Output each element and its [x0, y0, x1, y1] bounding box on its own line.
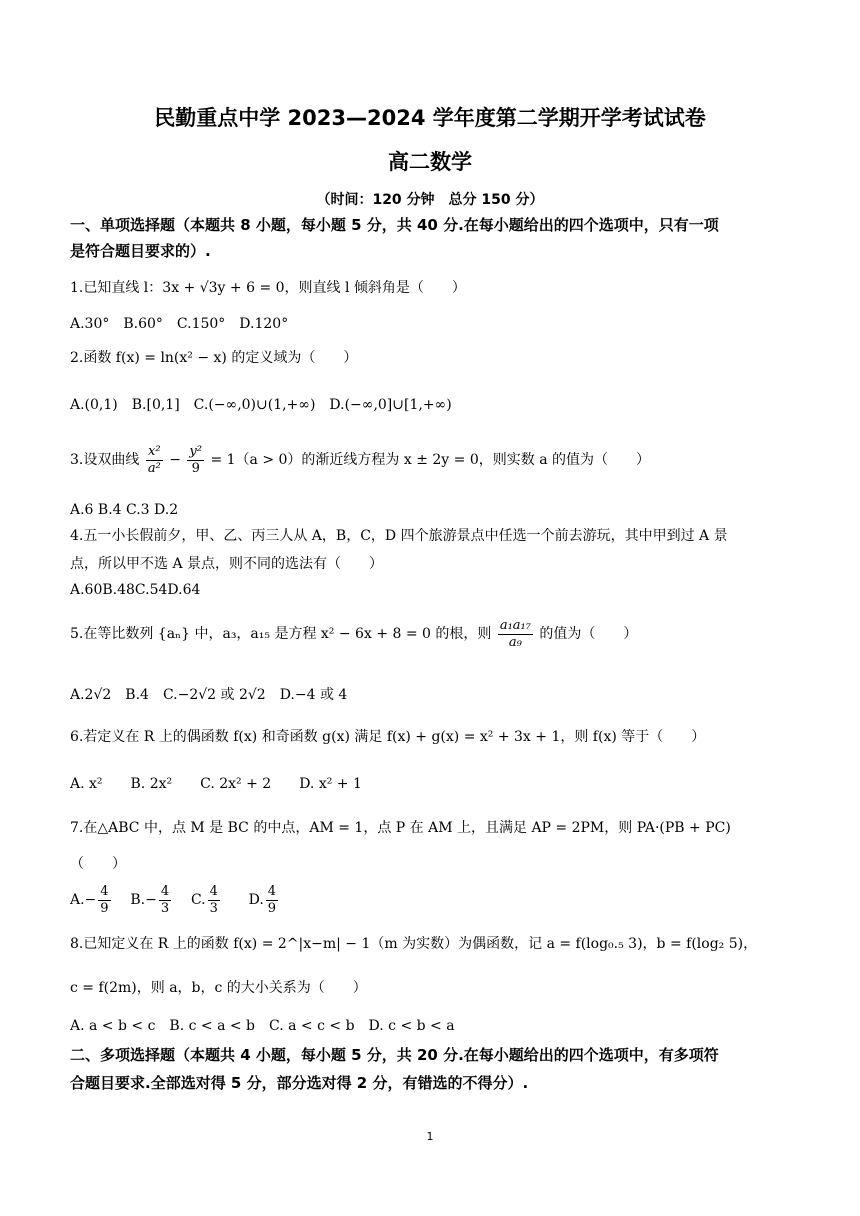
q7-d-den: 9: [267, 900, 277, 916]
q3-frac1-denominator: a²: [147, 460, 161, 476]
section1-heading-line2: 是符合题目要求的）.: [70, 242, 211, 260]
q7-option-b-label: B.−: [130, 892, 157, 908]
question-7-line2: （ ）: [70, 856, 126, 872]
q7-c-den: 3: [209, 900, 218, 916]
question-5-prefix: 5.在等比数列 {aₙ} 中，a₃，a₁₅ 是方程 x² − 6x + 8 = 0 的根，则: [70, 626, 492, 642]
question-5: [70, 614, 796, 654]
q7-option-c-fraction: [208, 884, 220, 917]
exam-info: （时间：120 分钟 总分 150 分）: [316, 192, 544, 208]
section1-heading-line1: 一、单项选择题（本题共 8 小题，每小题 5 分，共 40 分.在每小题给出的四个选项中，只有一项: [70, 216, 719, 234]
question-8-line1: 8.已知定义在 R 上的函数 f(x) = 2^|x−m| − 1（m 为实数）为偶函数，记 a = f(log₀.₅ 3)，b = f(log₂ 5)，: [70, 936, 758, 952]
q7-b-den: 3: [160, 900, 170, 916]
question-3-fraction-y: [187, 444, 204, 477]
section2-heading-line2: 合题目要求.全部选对得 5 分，部分选对得 2 分，有错选的不得分）.: [70, 1074, 529, 1092]
q7-a-den: 9: [100, 900, 109, 916]
q7-d-num: 4: [267, 883, 277, 899]
q7-option-a-label: A.−: [70, 892, 97, 908]
section2-heading-line1: 二、多项选择题（本题共 4 小题，每小题 5 分，共 20 分.在每小题给出的四个选项中，有多项符: [70, 1046, 719, 1064]
question-6: 6.若定义在 R 上的偶函数 f(x) 和奇函数 g(x) 满足 f(x) + g(x) = x² + 3x + 1，则 f(x) 等于（ ）: [70, 729, 706, 745]
q3-frac2-numerator: y²: [189, 443, 202, 459]
question-7-options: [70, 880, 796, 920]
question-4-options: A.60B.48C.54D.64: [70, 582, 201, 598]
q7-option-a-fraction: [98, 884, 110, 917]
q5-frac-denominator: a₉: [508, 634, 522, 650]
question-8-options: A. a < b < c B. c < a < b C. a < c < b D. c < b < a: [70, 1018, 455, 1034]
question-7-line1: 7.在△ABC 中，点 M 是 BC 的中点，AM = 1，点 P 在 AM 上，且满足 AP = 2PM，则 PA·(PB + PC): [70, 820, 731, 836]
q7-option-d-fraction: [266, 884, 278, 917]
q3-frac1-numerator: x²: [146, 444, 163, 461]
q7-c-num: 4: [209, 883, 218, 899]
question-3-minus: −: [169, 452, 181, 468]
q7-b-num: 4: [160, 883, 170, 899]
question-5-suffix: 的值为（ ）: [539, 626, 638, 642]
q7-option-b-fraction: [159, 884, 171, 917]
question-5-options: A.2√2 B.4 C.−2√2 或 2√2 D.−4 或 4: [70, 687, 348, 703]
question-4-line1: 4.五一小长假前夕，甲、乙、丙三人从 A，B，C，D 四个旅游景点中任选一个前去游玩，其中甲到过 A 景: [70, 528, 728, 544]
q3-frac2-denominator: 9: [191, 460, 200, 476]
q7-option-d-label: D.: [248, 892, 264, 908]
question-3-fraction-x: [146, 444, 163, 477]
question-3-options: A.6 B.4 C.3 D.2: [70, 502, 179, 518]
page-number: 1: [426, 1130, 434, 1143]
question-4-line2: 点，所以甲不选 A 景点，则不同的选法有（ ）: [70, 556, 384, 572]
q7-a-num: 4: [100, 883, 109, 899]
question-1: 1.已知直线 l：3x + √3y + 6 = 0，则直线 l 倾斜角是（ ）: [70, 280, 466, 296]
question-3-suffix: = 1（a > 0）的渐近线方程为 x ± 2y = 0，则实数 a 的值为（ ）: [210, 452, 650, 468]
question-2-options: A.(0,1) B.[0,1] C.(−∞,0)∪(1,+∞) D.(−∞,0]∪[1,+∞): [70, 397, 452, 413]
question-6-options: A. x² B. 2x² C. 2x² + 2 D. x² + 1: [70, 776, 362, 792]
question-3: [70, 440, 796, 480]
question-8-line2: c = f(2m)，则 a，b，c 的大小关系为（ ）: [70, 980, 367, 996]
exam-subject: 高二数学: [388, 150, 472, 174]
question-2: 2.函数 f(x) = ln(x² − x) 的定义域为（ ）: [70, 350, 358, 366]
q5-frac-numerator: a₁a₁₇: [499, 617, 531, 633]
question-1-options: A.30° B.60° C.150° D.120°: [70, 316, 289, 332]
q7-option-c-label: C.: [190, 892, 206, 908]
question-3-prefix: 3.设双曲线: [70, 452, 140, 468]
exam-title: 民勤重点中学 2023—2024 学年度第二学期开学考试试卷: [154, 106, 706, 130]
question-5-fraction: [498, 618, 533, 651]
